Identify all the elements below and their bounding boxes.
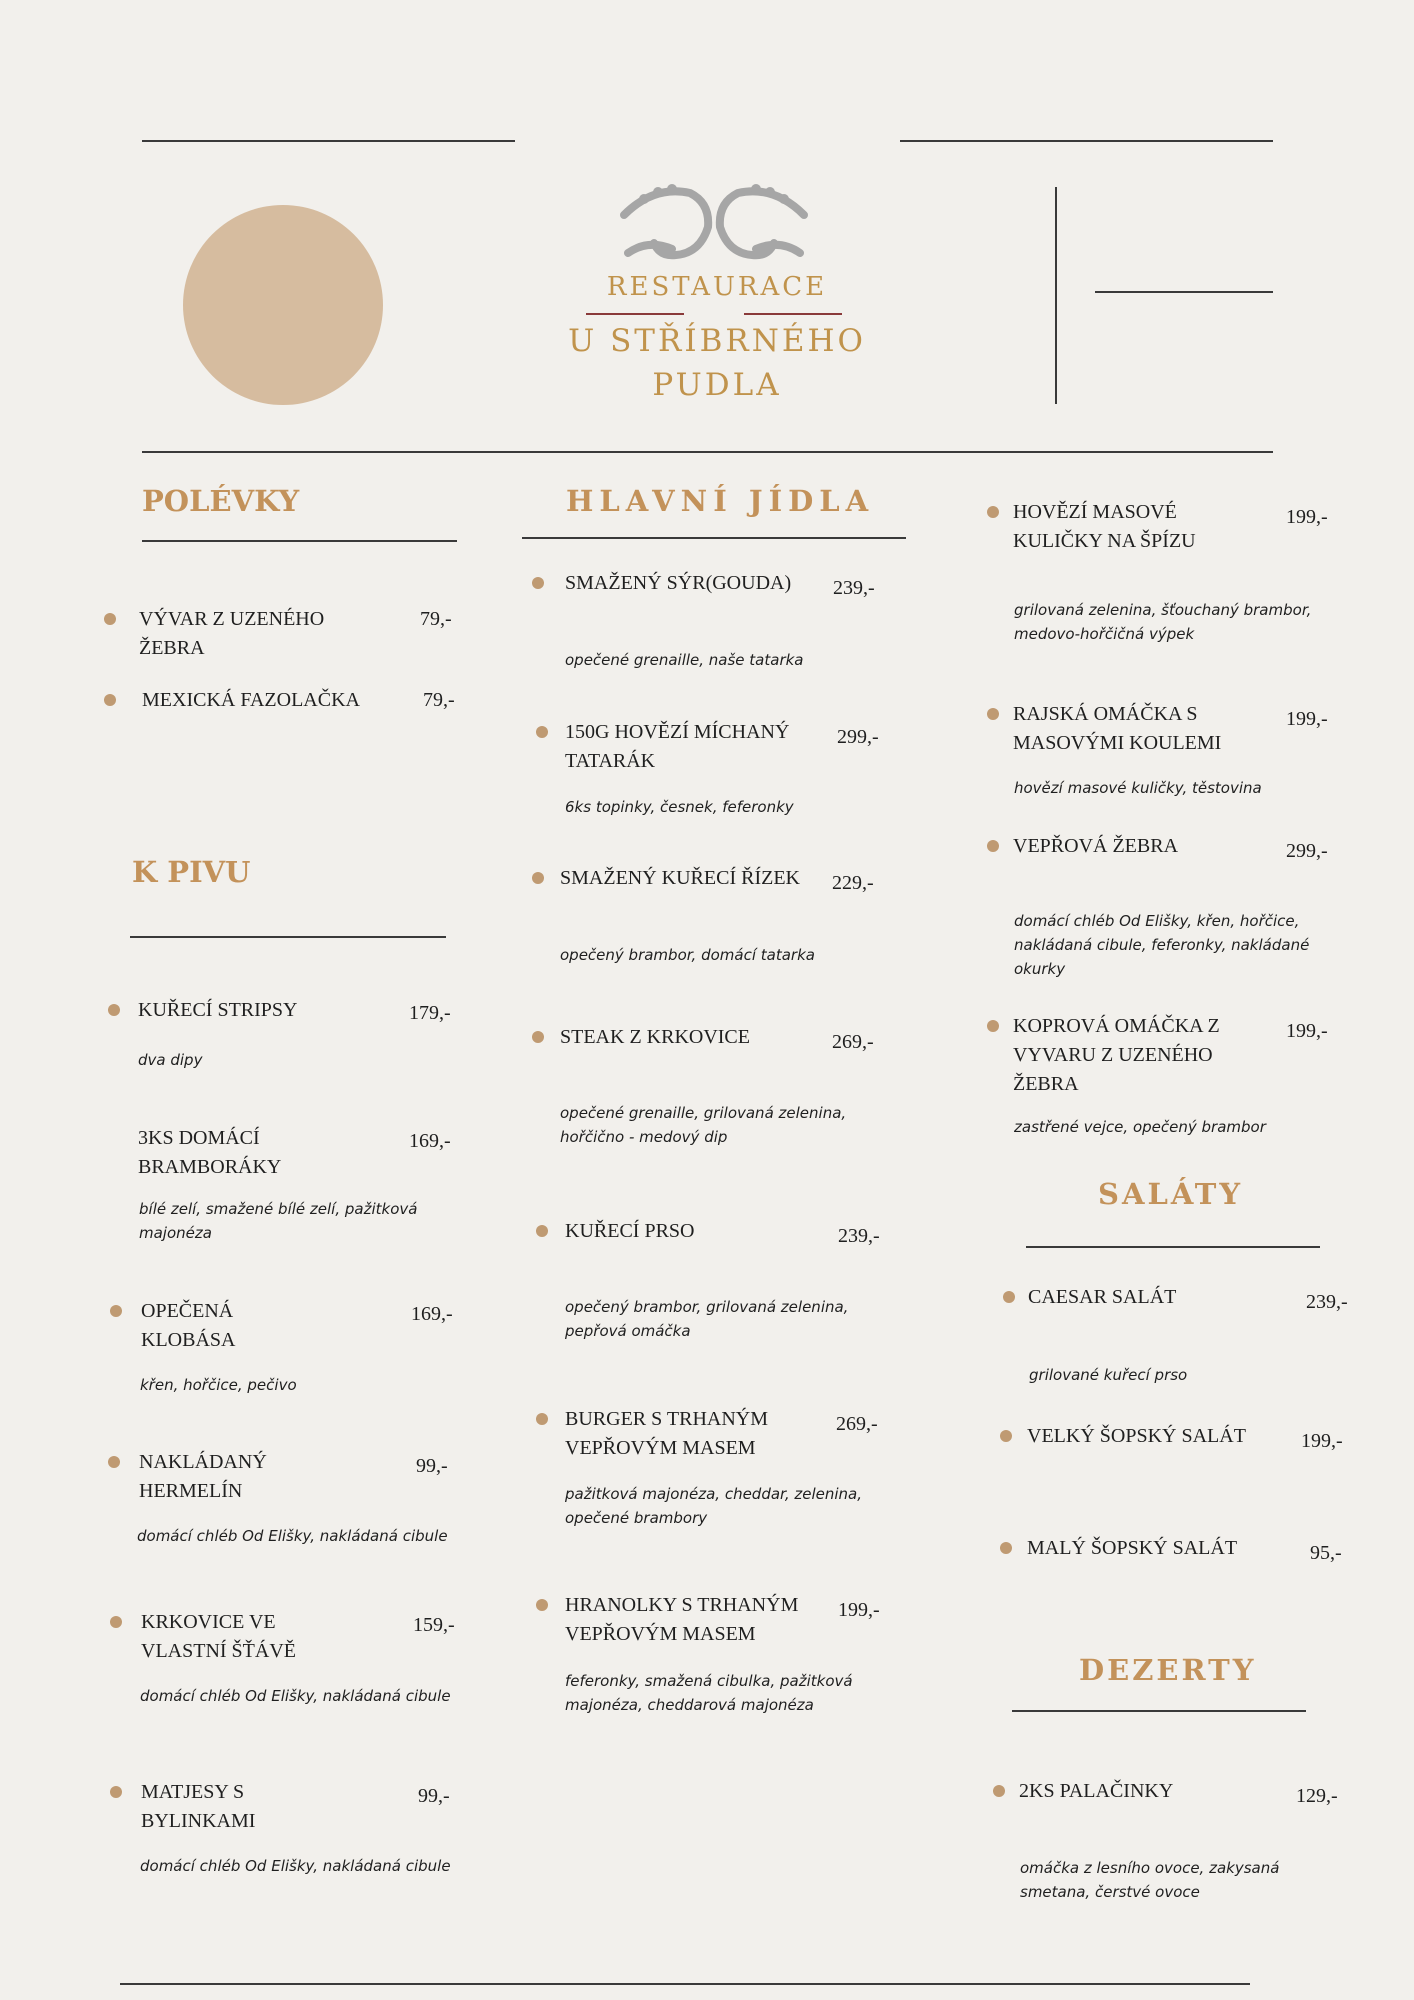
bullet-dot <box>993 1785 1005 1797</box>
top-left-rule <box>142 140 515 142</box>
item-description: opečené grenaille, naše tatarka <box>565 651 804 669</box>
item-description: domácí chléb Od Elišky, nakládaná cibule <box>137 1527 448 1545</box>
section-title-polevky: POLÉVKY <box>142 484 300 518</box>
bullet-dot <box>532 577 544 589</box>
item-name: MATJESY S BYLINKAMI <box>141 1781 256 1832</box>
bullet-dot <box>532 872 544 884</box>
brand-rule-right <box>744 313 842 315</box>
decorative-circle <box>183 205 383 405</box>
item-price: 239,- <box>833 577 875 599</box>
item-description: 6ks topinky, česnek, feferonky <box>565 798 794 816</box>
item-price: 239,- <box>1306 1291 1348 1313</box>
item-name: VÝVAR Z UZENÉHO ŽEBRA <box>139 608 325 659</box>
item-price: 95,- <box>1310 1542 1342 1564</box>
item-price: 299,- <box>837 726 879 748</box>
item-price: 239,- <box>838 1225 880 1247</box>
item-name: 2KS PALAČINKY <box>1019 1780 1174 1802</box>
header-vertical-rule <box>1055 187 1057 404</box>
brand-line1: RESTAURACE <box>606 272 828 302</box>
item-price: 79,- <box>420 608 452 630</box>
section-title-kpivu: K PIVU <box>132 855 251 889</box>
polevky-rule <box>142 540 457 542</box>
dezerty-rule <box>1012 1710 1306 1712</box>
item-price: 169,- <box>409 1130 451 1152</box>
top-right-rule <box>900 140 1273 142</box>
hlavni-rule <box>522 537 906 539</box>
item-price: 199,- <box>1286 1020 1328 1042</box>
bullet-dot <box>110 1616 122 1628</box>
item-name: HOVĚZÍ MASOVÉ KULIČKY NA ŠPÍZU <box>1013 501 1196 552</box>
bullet-dot <box>532 1031 544 1043</box>
bullet-dot <box>987 708 999 720</box>
section-title-dezerty: DEZERTY <box>1079 1653 1257 1687</box>
bullet-dot <box>987 506 999 518</box>
kpivu-rule <box>130 936 446 938</box>
item-description: zastřené vejce, opečený brambor <box>1014 1118 1266 1136</box>
item-description: opečený brambor, grilovaná zelenina, pepřová omáčka <box>565 1298 849 1340</box>
item-name: KUŘECÍ STRIPSY <box>138 999 298 1021</box>
item-name: KRKOVICE VE VLASTNÍ ŠŤÁVĚ <box>141 1611 296 1662</box>
item-price: 179,- <box>409 1002 451 1024</box>
item-description: domácí chléb Od Elišky, nakládaná cibule <box>140 1857 451 1875</box>
item-price: 269,- <box>836 1413 878 1435</box>
brand-line2: U STŘÍBRNÉHO <box>568 323 866 359</box>
bullet-dot <box>536 1413 548 1425</box>
item-price: 199,- <box>1301 1430 1343 1452</box>
item-description: domácí chléb Od Elišky, křen, hořčice, nakládaná cibule, feferonky, nakládané okurky <box>1014 912 1310 978</box>
item-price: 169,- <box>411 1303 453 1325</box>
bullet-dot <box>110 1786 122 1798</box>
section-title-salaty: SALÁTY <box>1098 1177 1244 1211</box>
item-name: STEAK Z KRKOVICE <box>560 1026 750 1048</box>
bullet-dot <box>108 1004 120 1016</box>
item-description: pažitková majonéza, cheddar, zelenina, opečené brambory <box>565 1485 863 1527</box>
bullet-dot <box>536 1599 548 1611</box>
item-name: CAESAR SALÁT <box>1028 1286 1177 1308</box>
bullet-dot <box>536 726 548 738</box>
item-name: HRANOLKY S TRHANÝM VEPŘOVÝM MASEM <box>565 1594 799 1645</box>
brand-line3: PUDLA <box>652 367 782 403</box>
bullet-dot <box>987 840 999 852</box>
item-name: 3KS DOMÁCÍ BRAMBORÁKY <box>138 1127 282 1178</box>
bullet-dot <box>110 1305 122 1317</box>
item-description: dva dipy <box>138 1051 203 1069</box>
item-description: křen, hořčice, pečivo <box>140 1376 297 1394</box>
item-description: opečený brambor, domácí tatarka <box>560 946 815 964</box>
item-price: 299,- <box>1286 840 1328 862</box>
bullet-dot <box>1000 1430 1012 1442</box>
item-description: omáčka z lesního ovoce, zakysaná smetana, čerstvé ovoce <box>1020 1859 1280 1901</box>
item-description: grilovaná zelenina, šťouchaný brambor, medovo-hořčičná výpek <box>1014 601 1312 643</box>
footer-rule <box>120 1983 1250 1985</box>
item-price: 199,- <box>838 1599 880 1621</box>
item-name: BURGER S TRHANÝM VEPŘOVÝM MASEM <box>565 1408 768 1459</box>
bullet-dot <box>1003 1291 1015 1303</box>
item-price: 229,- <box>832 872 874 894</box>
item-description: hovězí masové kuličky, těstovina <box>1014 779 1262 797</box>
poodle-heads-icon <box>614 183 814 267</box>
header-bottom-rule <box>142 451 1273 453</box>
bullet-dot <box>104 613 116 625</box>
section-title-hlavni: HLAVNÍ JÍDLA <box>566 484 875 518</box>
item-name: VELKÝ ŠOPSKÝ SALÁT <box>1027 1425 1246 1447</box>
item-price: 159,- <box>413 1614 455 1636</box>
item-price: 269,- <box>832 1031 874 1053</box>
item-name: OPEČENÁ KLOBÁSA <box>141 1300 236 1351</box>
item-name: MALÝ ŠOPSKÝ SALÁT <box>1027 1537 1238 1559</box>
bullet-dot <box>987 1020 999 1032</box>
item-price: 79,- <box>423 689 455 711</box>
brand-rule-left <box>586 313 684 315</box>
salaty-rule <box>1026 1246 1320 1248</box>
item-name: SMAŽENÝ SÝR(GOUDA) <box>565 572 792 594</box>
bullet-dot <box>108 1456 120 1468</box>
item-price: 99,- <box>418 1785 450 1807</box>
header-right-short-rule <box>1095 291 1273 293</box>
item-name: MEXICKÁ FAZOLAČKA <box>142 689 360 711</box>
item-name: 150G HOVĚZÍ MÍCHANÝ TATARÁK <box>565 721 790 772</box>
item-price: 199,- <box>1286 506 1328 528</box>
item-price: 99,- <box>416 1455 448 1477</box>
item-name: NAKLÁDANÝ HERMELÍN <box>139 1451 267 1502</box>
bullet-dot <box>536 1225 548 1237</box>
item-description: grilované kuřecí prso <box>1029 1366 1188 1384</box>
item-description: bílé zelí, smažené bílé zelí, pažitková majonéza <box>139 1200 418 1242</box>
item-description: opečené grenaille, grilovaná zelenina, hořčično - medový dip <box>560 1104 847 1146</box>
item-name: VEPŘOVÁ ŽEBRA <box>1013 835 1179 857</box>
item-name: RAJSKÁ OMÁČKA S MASOVÝMI KOULEMI <box>1013 703 1222 754</box>
item-price: 199,- <box>1286 708 1328 730</box>
bullet-dot <box>104 694 116 706</box>
item-name: SMAŽENÝ KUŘECÍ ŘÍZEK <box>560 867 800 889</box>
item-name: KUŘECÍ PRSO <box>565 1220 695 1242</box>
bullet-dot <box>1000 1542 1012 1554</box>
item-description: feferonky, smažená cibulka, pažitková majonéza, cheddarová majonéza <box>565 1672 853 1714</box>
item-description: domácí chléb Od Elišky, nakládaná cibule <box>140 1687 451 1705</box>
item-name: KOPROVÁ OMÁČKA Z VYVARU Z UZENÉHO ŽEBRA <box>1013 1015 1220 1095</box>
item-price: 129,- <box>1296 1785 1338 1807</box>
